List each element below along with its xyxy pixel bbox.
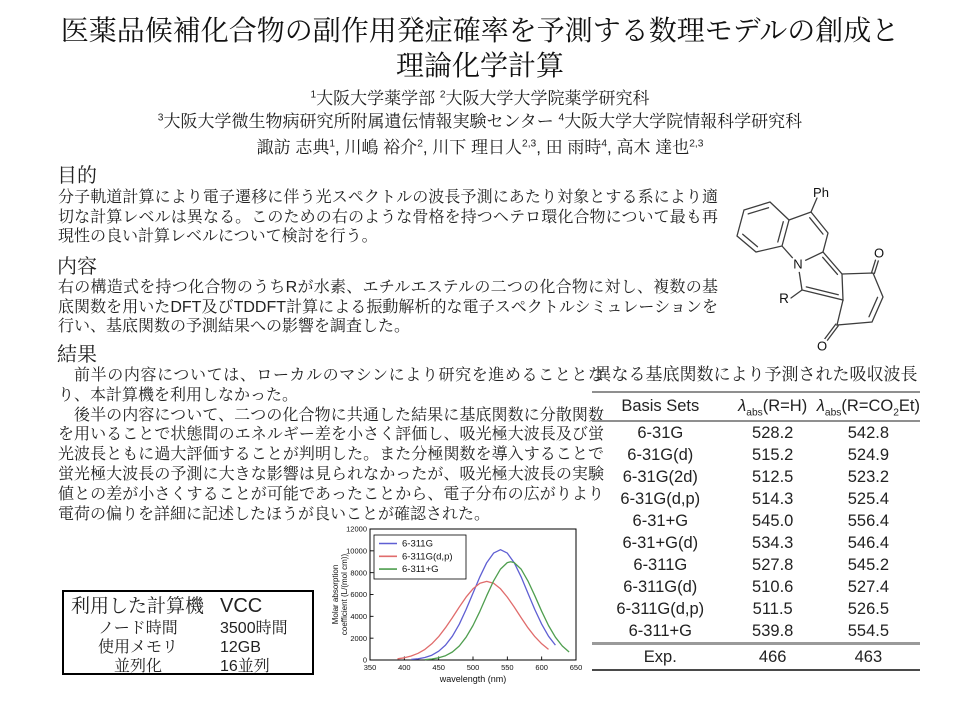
y-tick-label: 8000	[350, 568, 367, 578]
x-tick-label: 600	[535, 663, 548, 672]
section-body-results	[58, 366, 604, 524]
y-tick-label: 10000	[346, 546, 367, 556]
basis-row: 6-311+G 539.8 554.5	[628, 622, 890, 640]
table-body	[592, 421, 920, 644]
results-paragraph-1: 前半の内容については、ローカルのマシンにより研究を進めることとなり、本計算機を利用しなかった。	[58, 367, 604, 404]
absorption-spectrum-chart	[330, 522, 590, 700]
y-tick-label: 2000	[350, 633, 367, 643]
x-tick-label: 500	[466, 663, 480, 672]
basis-row: 6-31G(d) 515.2 524.9	[627, 446, 890, 464]
section-body-contents: 右の構造式を持つ化合物のうちRが水素、エチルエステルの二つの化合物に対し、複数の基底関数を用いたDFT及びTDDFT計算による振動解析的な電子スペクトルシミュレーションを行い、基底関数の予測結果への影響を調査した。	[58, 279, 718, 336]
x-tick-label: 350	[363, 663, 377, 672]
nitrogen-label: N	[793, 256, 803, 272]
r-group-label: R	[779, 291, 789, 306]
y-tick-label: 12000	[346, 524, 367, 534]
compute-machine-box	[62, 590, 314, 675]
section-heading-purpose: 目的	[57, 165, 97, 187]
basis-row: 6-31G 528.2 542.8	[637, 424, 890, 442]
basis-row: 6-311G 527.8 545.2	[633, 556, 890, 574]
absorption-table-block	[592, 360, 920, 671]
basis-row: 6-311G(d,p) 511.5 526.5	[616, 600, 890, 618]
results-paragraph-2: 後半の内容について、二つの化合物に共通した結果に基底関数に分散関数を用いることで状態間のエネルギー差を小さく評価し、吸光極大波長及び蛍光波長ともに過大評価することが判明した。また分極関数を導入することで蛍光極大波長の予測に大きな影響は見られなかったが、吸光極大波長の実験値との差が小さくすることが可能であったことから、電子分布の広がりより電荷の偏りを詳細に記述したほうが良いことが確認された。	[58, 406, 604, 523]
legend-label: 6-311G(d,p)	[402, 551, 453, 563]
section-heading-results: 結果	[57, 344, 97, 366]
basis-row: 6-31G(2d) 512.5 523.2	[622, 468, 890, 486]
machine-box-title: 利用した計算機	[71, 596, 205, 617]
x-axis-label: wavelength (nm)	[439, 674, 507, 684]
hetero-ring-structure-figure	[700, 160, 950, 360]
title-line-2: 理論化学計算	[395, 50, 564, 81]
basis-row: 6-31G(d,p) 514.3 525.4	[620, 490, 890, 508]
col-header-lambda-co2et: $\lambda_{abs}(R=CO_2Et)$	[817, 392, 920, 421]
oxygen-bottom-label: O	[816, 338, 828, 354]
machine-row-node-hours: ノード時間 3500時間	[98, 620, 288, 637]
table-title: 異なる基底関数により予測された吸収波長	[594, 365, 918, 384]
author-list: 諏訪 志典$^1$, 川嶋 裕介$^2$, 川下 理日人$^{2,3}$, 田 雨時$^4$, 高木 達也$^{2,3}$	[256, 138, 704, 157]
affiliations	[0, 88, 960, 133]
table-header-row	[592, 392, 920, 421]
title-line-1: 医薬品候補化合物の副作用発症確率を予測する数理モデルの創成と	[60, 15, 900, 46]
basis-row: 6-311G(d) 510.6 527.4	[623, 578, 890, 596]
affiliation-line-2: $^3$大阪大学微生物病研究所附属遺伝情報実験センター $^4$大阪大学大学院情報科学研究科	[157, 111, 803, 131]
y-tick-label: 0	[362, 655, 367, 665]
machine-name: VCC	[220, 595, 263, 617]
x-tick-label: 650	[569, 663, 583, 672]
x-tick-label: 550	[501, 663, 514, 672]
col-header-basis-sets: Basis Sets	[592, 392, 729, 421]
section-body-purpose: 分子軌道計算により電子遷移に伴う光スペクトルの波長予測にあたり対象とする系により適切な計算レベルは異なる。このための右のような骨格を持つヘテロ環化合物について最も再現性の良い計算レベルについて検討を行う。	[58, 189, 718, 246]
basis-row: 6-31+G 545.0 556.4	[632, 512, 890, 530]
basis-set-table	[592, 391, 920, 671]
y-axis-label: coefficient (L/(mol cm))	[340, 553, 349, 636]
x-tick-label: 400	[398, 663, 411, 672]
phenyl-label: Ph	[813, 185, 829, 200]
legend-label: 6-311+G	[402, 564, 439, 576]
affiliation-line-1: $^1$大阪大学薬学部 $^2$大阪大学大学院薬学研究科	[310, 89, 650, 108]
y-tick-label: 6000	[350, 590, 367, 600]
y-axis-label: Molar absorption	[331, 564, 340, 625]
experimental-row: Exp. 466 463	[592, 644, 920, 671]
legend-label: 6-311G	[402, 538, 433, 550]
y-tick-label: 4000	[350, 611, 367, 621]
x-tick-label: 450	[432, 663, 445, 672]
section-heading-contents: 内容	[57, 256, 97, 278]
oxygen-top-label: O	[873, 245, 885, 261]
col-header-lambda-h: $\lambda_{abs}(R=H)$	[729, 392, 817, 421]
machine-row-memory: 使用メモリ 12GB	[97, 639, 261, 656]
basis-row: 6-31+G(d) 534.3 546.4	[622, 534, 890, 552]
machine-row-parallel: 並列化 16並列	[113, 658, 270, 675]
page-title	[0, 13, 960, 83]
